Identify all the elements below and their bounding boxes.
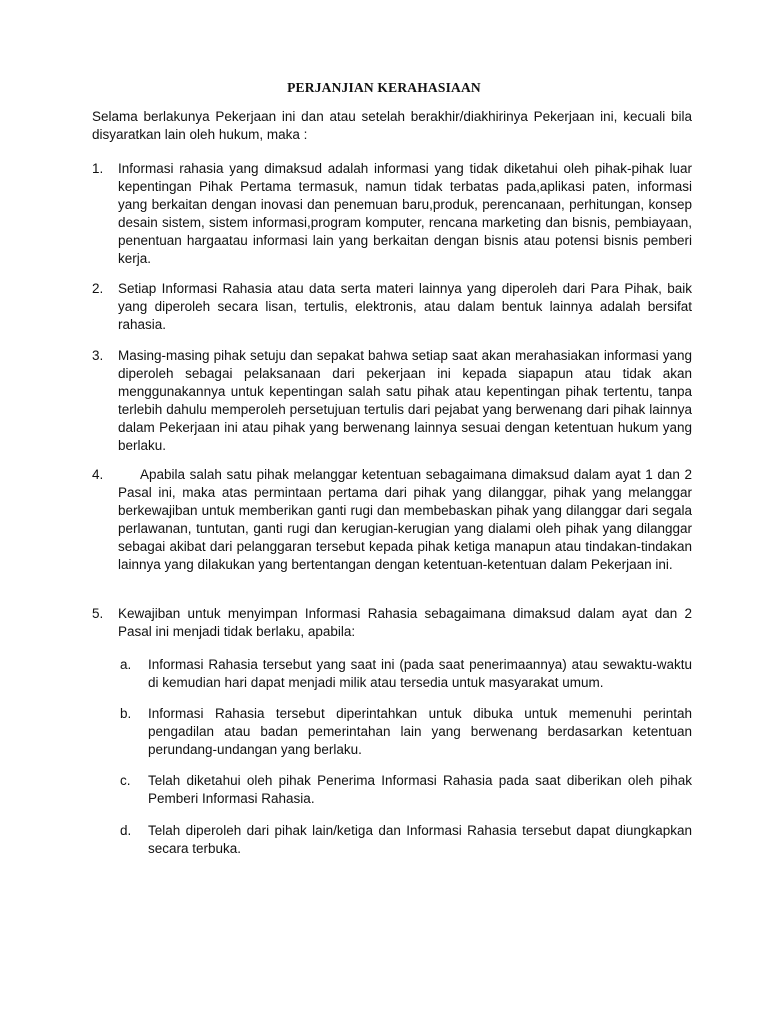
clause-text: Informasi rahasia yang dimaksud adalah informasi yang tidak diketahui oleh pihak-pihak luar kepentingan Pihak Pertama termasuk, namun tidak terbatas pada,aplikasi paten, informasi yang berkaitan dengan inovasi dan penemuan baru,produk, perencanaan, perhitungan, konsep desain sistem, sistem informasi,program komputer, rencana marketing dan bisnis, pembiayaan, penentuan hargaatau informasi lain yang berkaitan dengan bisnis atau potensi bisnis pemberi kerja. [118, 161, 692, 266]
subclause-text: Telah diketahui oleh pihak Penerima Informasi Rahasia pada saat diberikan oleh pihak Pemberi Informasi Rahasia. [148, 773, 692, 806]
intro-paragraph: Selama berlakunya Pekerjaan ini dan atau setelah berakhir/diakhirinya Pekerjaan ini, kecuali bila disyaratkan lain oleh hukum, maka : [92, 109, 692, 142]
subclause-letter: c. [120, 773, 131, 788]
subclause-text: Informasi Rahasia tersebut yang saat ini (pada saat penerimaannya) atau sewaktu-waktu di kemudian hari dapat menjadi milik atau tersedia untuk masyarakat umum. [148, 657, 692, 690]
clause-number: 3. [92, 348, 104, 363]
clause-text: Masing-masing pihak setuju dan sepakat bahwa setiap saat akan merahasiakan informasi yang diperoleh sebagai pelaksanaan dari pekerjaan ini kepada siapapun atau tidak akan menggunakannya untuk kepentingan salah satu pihak atau kepentingan pihak tertentu, tanpa terlebih dahulu memperoleh persetujuan tertulis dari pejabat yang berwenang dari pihak lainnya dalam Pekerjaan ini atau pihak yang berwenang lainnya sesuai dengan ketentuan hukum yang berlaku. [118, 348, 692, 453]
clause-number: 1. [92, 161, 104, 176]
clause-number: 4. [92, 467, 104, 482]
subclause-item-c [120, 772, 692, 808]
subclause-letter: d. [120, 823, 132, 838]
subclause-text: Informasi Rahasia tersebut diperintahkan untuk dibuka untuk memenuhi perintah pengadilan atau badan pemerintahan lain yang berwenang berdasarkan ketentuan perundang-undangan yang berlaku. [148, 706, 692, 757]
clause-item-2 [92, 280, 692, 334]
clause-text: Kewajiban untuk menyimpan Informasi Rahasia sebagaimana dimaksud dalam ayat dan 2 Pasal ini menjadi tidak berlaku, apabila: [118, 606, 692, 639]
document-title: PERJANJIAN KERAHASIAAN [287, 80, 481, 95]
subclause-letter: a. [120, 657, 132, 672]
subclause-item-d [120, 822, 692, 858]
subclause-item-a [120, 656, 692, 692]
clause-item-3 [92, 347, 692, 455]
clause-item-1 [92, 160, 692, 268]
clause-item-4 [92, 466, 692, 574]
subclause-text: Telah diperoleh dari pihak lain/ketiga dan Informasi Rahasia tersebut dapat diungkapkan secara terbuka. [148, 823, 692, 856]
clause-number: 5. [92, 606, 104, 621]
subclause-letter: b. [120, 706, 132, 721]
clause-item-5 [92, 605, 692, 641]
subclause-item-b [120, 705, 692, 759]
clause-text: Setiap Informasi Rahasia atau data serta materi lainnya yang diperoleh dari Para Pihak, baik yang diperoleh secara lisan, tertulis, elektronis, atau dalam bentuk lainnya adalah bersifat rahasia. [118, 281, 692, 332]
clause-number: 2. [92, 281, 104, 296]
clause-text: Apabila salah satu pihak melanggar ketentuan sebagaimana dimaksud dalam ayat 1 dan 2 Pasal ini, maka atas permintaan pertama dari pihak yang dilanggar, pihak yang melanggar berkewajiban untuk memberikan ganti rugi dan membebaskan pihak yang dilanggar dari segala perlawanan, tuntutan, ganti rugi dan kerugian-kerugian yang dialami oleh pihak yang dilanggar sebagai akibat dari pelanggaran tersebut kepada pihak ketiga manapun atau tindakan-tindakan lainnya yang dilakukan yang bertentangan dengan ketentuan-ketentuan dalam Pekerjaan ini. [118, 467, 692, 572]
